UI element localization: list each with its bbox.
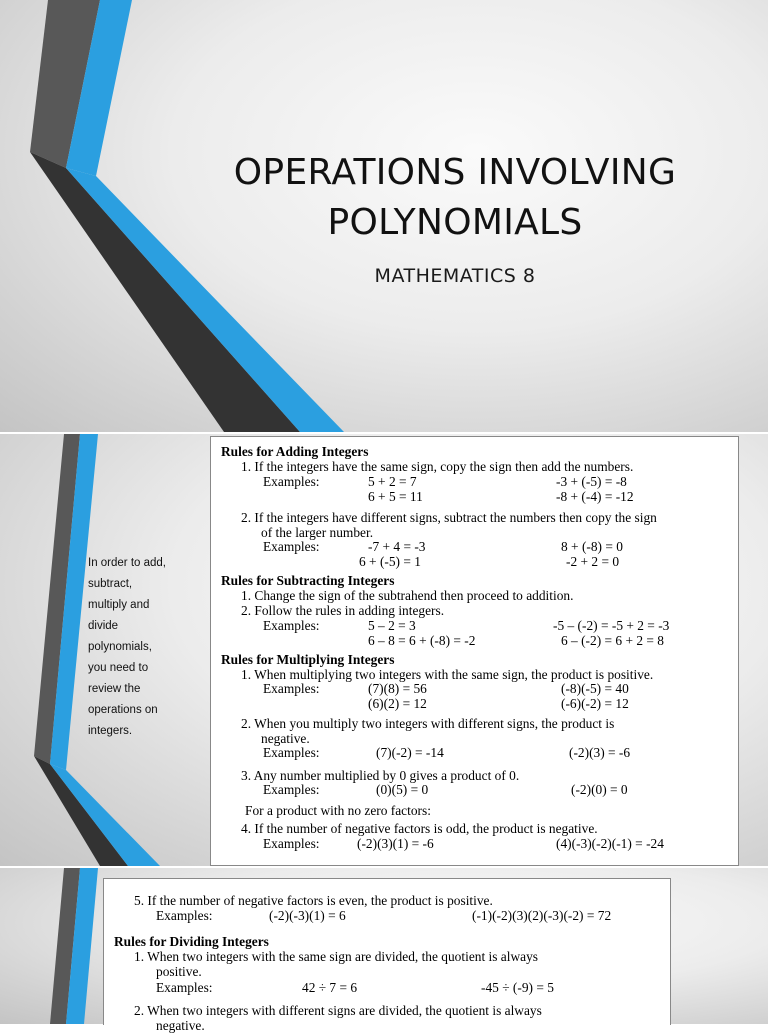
examples-label: Examples: bbox=[156, 980, 213, 995]
slide-subtitle: MATHEMATICS 8 bbox=[374, 265, 536, 287]
example: (-2)(0) = 0 bbox=[571, 782, 628, 797]
multiplying-rule-2: 2. When you multiply two integers with different signs, the product is bbox=[241, 716, 615, 731]
side-note-line: divide bbox=[88, 620, 119, 632]
adding-rule-2: 2. If the integers have different signs, subtract the numbers then copy the sign bbox=[241, 510, 657, 525]
subtracting-rule-2: 2. Follow the rules in adding integers. bbox=[241, 603, 445, 618]
example: -3 + (-5) = -8 bbox=[556, 474, 627, 489]
multiplying-rule-2-cont: negative. bbox=[261, 731, 310, 746]
side-note-line: In order to add, bbox=[88, 557, 166, 569]
example: -2 + 2 = 0 bbox=[566, 554, 620, 569]
slide-title bbox=[0, 0, 768, 432]
example: 5 – 2 = 3 bbox=[368, 618, 416, 633]
adding-rule-2-cont: of the larger number. bbox=[261, 525, 374, 540]
slide-title-text bbox=[170, 148, 740, 248]
multiplying-rule-1: 1. When multiplying two integers with the same sign, the product is positive. bbox=[241, 667, 654, 682]
example: 8 + (-8) = 0 bbox=[561, 539, 623, 554]
dividing-rule-1-cont: positive. bbox=[156, 964, 202, 979]
example: (-2)(-3)(1) = 6 bbox=[269, 908, 346, 923]
side-note-line: subtract, bbox=[88, 578, 133, 590]
title-line-1: OPERATIONS INVOLVING bbox=[233, 152, 677, 193]
example: 5 + 2 = 7 bbox=[368, 474, 417, 489]
side-note-line: you need to bbox=[88, 662, 149, 674]
example: (-1)(-2)(3)(2)(-3)(-2) = 72 bbox=[472, 908, 612, 923]
adding-heading: Rules for Adding Integers bbox=[221, 444, 369, 459]
side-note-line: operations on bbox=[88, 704, 158, 716]
example: 42 ÷ 7 = 6 bbox=[302, 980, 358, 995]
multiplying-rule-3: 3. Any number multiplied by 0 gives a product of 0. bbox=[241, 768, 520, 783]
side-note-line: review the bbox=[88, 683, 141, 695]
title-line-2: POLYNOMIALS bbox=[327, 202, 583, 243]
example: (-8)(-5) = 40 bbox=[561, 681, 629, 696]
examples-label: Examples: bbox=[263, 474, 320, 489]
examples-label: Examples: bbox=[263, 745, 320, 760]
example: -8 + (-4) = -12 bbox=[556, 489, 634, 504]
subtracting-rule-1: 1. Change the sign of the subtrahend then proceed to addition. bbox=[241, 588, 574, 603]
side-note-line: polynomials, bbox=[88, 641, 152, 653]
examples-label: Examples: bbox=[156, 908, 213, 923]
rules-panel bbox=[210, 436, 739, 866]
example: (7)(-2) = -14 bbox=[376, 745, 444, 760]
multiplying-rule-4: 4. If the number of negative factors is odd, the product is negative. bbox=[241, 821, 598, 836]
example: -7 + 4 = -3 bbox=[368, 539, 426, 554]
dividing-rule-2-cont: negative. bbox=[156, 1018, 205, 1033]
example: -45 ÷ (-9) = 5 bbox=[481, 980, 554, 995]
dividing-heading: Rules for Dividing Integers bbox=[114, 934, 269, 949]
adding-rule-1: 1. If the integers have the same sign, copy the sign then add the numbers. bbox=[241, 459, 634, 474]
side-note-line: multiply and bbox=[88, 599, 150, 611]
example: (6)(2) = 12 bbox=[368, 696, 427, 711]
example: (-6)(-2) = 12 bbox=[561, 696, 629, 711]
examples-label: Examples: bbox=[263, 836, 320, 851]
example: (7)(8) = 56 bbox=[368, 681, 427, 696]
example: 6 + (-5) = 1 bbox=[359, 554, 421, 569]
example: 6 – (-2) = 6 + 2 = 8 bbox=[561, 633, 664, 648]
examples-label: Examples: bbox=[263, 782, 320, 797]
nonzero-note: For a product with no zero factors: bbox=[245, 803, 431, 818]
example: 6 + 5 = 11 bbox=[368, 489, 423, 504]
examples-label: Examples: bbox=[263, 618, 320, 633]
examples-label: Examples: bbox=[263, 681, 320, 696]
subtracting-heading: Rules for Subtracting Integers bbox=[221, 573, 395, 588]
side-note bbox=[88, 553, 198, 742]
side-note-line: integers. bbox=[88, 725, 133, 737]
rules-panel-continued bbox=[103, 878, 671, 1033]
dividing-rule-2: 2. When two integers with different signs are divided, the quotient is always bbox=[134, 1003, 542, 1018]
example: -5 – (-2) = -5 + 2 = -3 bbox=[553, 618, 670, 633]
example: (-2)(3)(1) = -6 bbox=[357, 836, 434, 851]
examples-label: Examples: bbox=[263, 539, 320, 554]
multiplying-rule-5: 5. If the number of negative factors is even, the product is positive. bbox=[134, 893, 493, 908]
multiplying-heading: Rules for Multiplying Integers bbox=[221, 652, 395, 667]
example: (0)(5) = 0 bbox=[376, 782, 429, 797]
example: (-2)(3) = -6 bbox=[569, 745, 631, 760]
dividing-rule-1: 1. When two integers with the same sign are divided, the quotient is always bbox=[134, 949, 538, 964]
example: 6 – 8 = 6 + (-8) = -2 bbox=[368, 633, 476, 648]
example: (4)(-3)(-2)(-1) = -24 bbox=[556, 836, 664, 851]
